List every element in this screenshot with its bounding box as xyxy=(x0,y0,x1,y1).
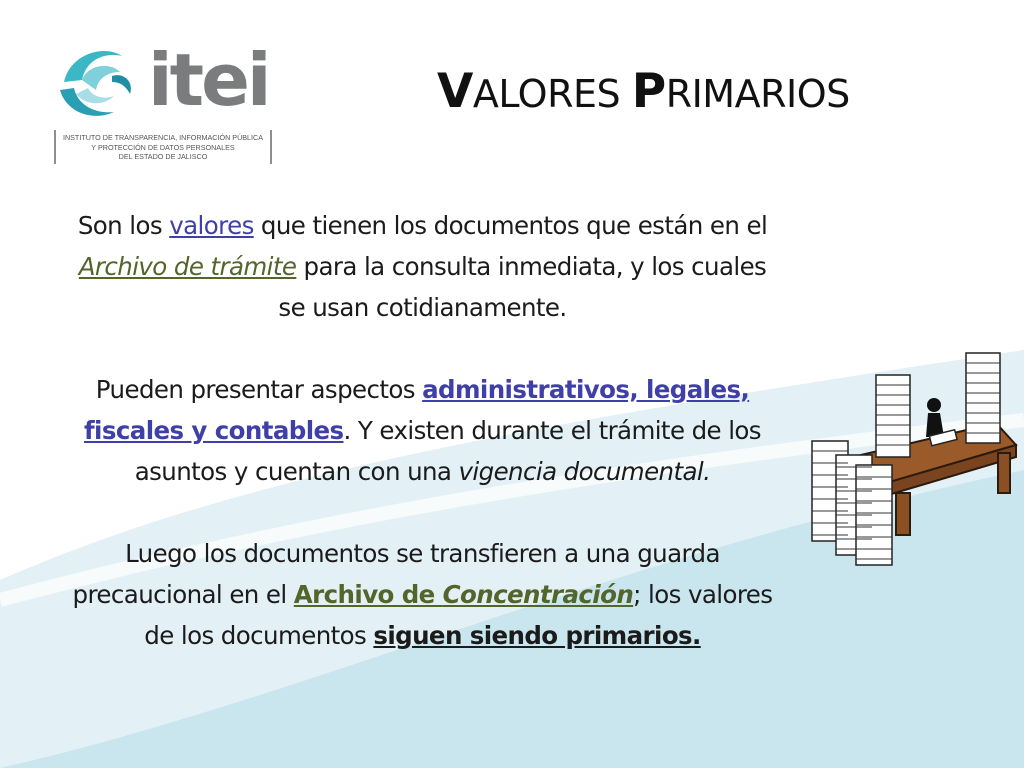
slide-title xyxy=(437,64,850,119)
itei-logo xyxy=(52,38,282,168)
paragraph-2 xyxy=(70,369,775,492)
p1-text-1: Son los xyxy=(77,211,170,240)
p1-text-2: que tienen los documentos que están en el xyxy=(253,211,768,240)
paragraph-3 xyxy=(70,533,775,656)
p1-text-3: para la consulta inmediata, y los cuales se usan cotidianamente. xyxy=(278,252,767,322)
p2-text-1: Pueden presentar aspectos xyxy=(95,375,423,404)
swirl-logo-icon xyxy=(52,42,144,124)
title-rest-2: RIMARIOS xyxy=(665,72,850,116)
p2-highlight-aspectos: administrativos, legales, fiscales y contables xyxy=(84,375,750,445)
slide-body xyxy=(70,205,775,656)
logo-wordmark: itei xyxy=(148,38,269,122)
logo-subtitle-line3: DEL ESTADO DE JALISCO xyxy=(118,152,208,161)
p2-italic-vigencia: vigencia documental. xyxy=(458,457,711,486)
p3-text-1: Luego los documentos se transfieren a una guarda precaucional en el xyxy=(72,539,720,609)
paragraph-1 xyxy=(70,205,775,328)
p3-highlight-archivo: Archivo de xyxy=(293,580,443,609)
desk-with-paper-stacks-illustration xyxy=(806,345,1020,575)
title-rest-1: ALORES xyxy=(472,72,621,116)
p1-highlight-archivo-tramite: Archivo de trámite xyxy=(78,252,297,281)
title-initial-p: P xyxy=(631,64,666,119)
logo-subtitle-line1: INSTITUTO DE TRANSPARENCIA, INFORMACIÓN PÚBLICA xyxy=(62,133,264,142)
p2-text-2: . Y existen durante el trámite de los asuntos y cuentan con una xyxy=(134,416,761,486)
title-initial-v: V xyxy=(437,64,473,119)
logo-subtitle-line2: Y PROTECCIÓN DE DATOS PERSONALES xyxy=(91,142,235,152)
logo-subtitle xyxy=(54,130,272,164)
p1-highlight-valores: valores xyxy=(169,211,254,240)
p3-highlight-concentracion: Concentración xyxy=(442,580,634,609)
p3-underlined-primarios: siguen siendo primarios. xyxy=(373,621,701,650)
p3-text-2: ; los valores de los documentos xyxy=(144,580,773,650)
